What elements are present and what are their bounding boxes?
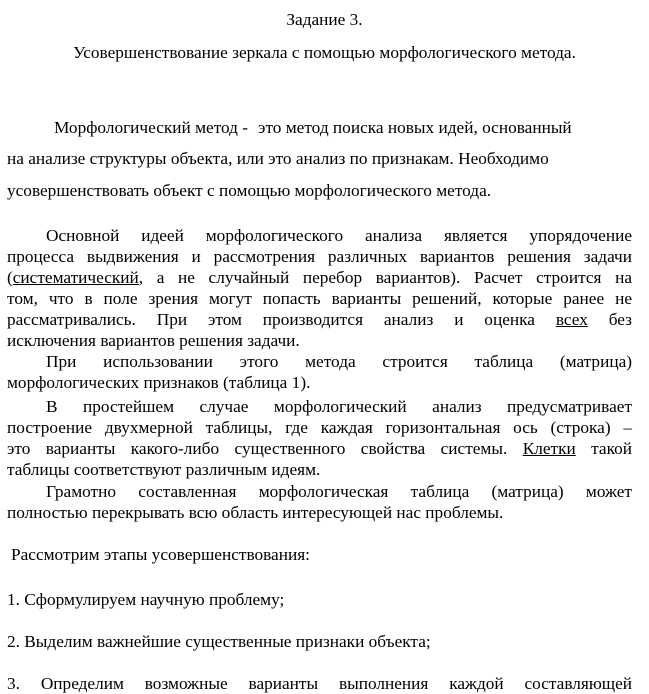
intro-line-1 <box>54 117 632 138</box>
p1-line-5-b: без <box>608 310 632 329</box>
p4-line-1: Грамотно составленная морфологическая таблица (матрица) может <box>46 482 632 501</box>
p1-line-3 <box>7 267 632 288</box>
intro-line-2: на анализе структуры объекта, или это анализ по признакам. Необходимо <box>7 149 549 168</box>
intro-definition: это метод поиска новых идей, основанный <box>258 118 572 137</box>
p2-line-1: При использовании этого метода строится таблица (матрица) <box>46 352 632 371</box>
underlined-all: всех <box>555 310 588 329</box>
p1-line-3-rest: , а не случайный перебор вариантов). Расчет строится на <box>138 268 632 287</box>
p1-line-2: процесса выдвижения и рассмотрения различных вариантов решения задачи <box>7 247 632 266</box>
underlined-systematic: систематический <box>12 268 139 287</box>
p1-line-1: Основной идеей морфологического анализа является упорядочение <box>46 226 632 245</box>
p1-line-6: исключения вариантов решения задачи. <box>7 331 300 350</box>
p1-line-5 <box>7 309 632 330</box>
p4-line-2: полностью перекрывать всю область интересующей нас проблемы. <box>7 503 504 522</box>
p3-line-1: В простейшем случае морфологический анализ предусматривает <box>46 397 632 416</box>
task-subtitle: Усовершенствование зеркала с помощью морфологического метода. <box>73 43 576 62</box>
p3-line-4: таблицы соответствуют различным идеям. <box>7 460 321 479</box>
step-1: 1. Сформулируем научную проблему; <box>7 590 285 609</box>
p3-line-3 <box>7 438 632 459</box>
p1-line-4: том, что в поле зрения могут попасть варианты решений, которые ранее не <box>7 289 632 308</box>
p3-line-2: построение двухмерной таблицы, где каждая горизонтальная ось (строка) – <box>7 418 632 437</box>
p1-line-5-a: рассматривались. При этом производится анализ и оценка <box>7 310 535 329</box>
step-2: 2. Выделим важнейшие существенные признаки объекта; <box>7 632 431 651</box>
p3-line-3-b: такой <box>591 439 633 458</box>
intro-line-3: усовершенствовать объект с помощью морфологического метода. <box>7 181 492 200</box>
underlined-cells: Клетки <box>522 439 576 458</box>
p2-line-2: морфологических признаков (таблица 1). <box>7 373 311 392</box>
intro-term: Морфологический метод - <box>54 118 249 137</box>
step-3: 3. Определим возможные варианты выполнения каждой составляющей <box>7 674 632 693</box>
paren-open: ( <box>7 268 13 287</box>
task-title: Задание 3. <box>286 10 363 29</box>
p3-line-3-a: это варианты какого-либо существенного свойства системы. <box>7 439 508 458</box>
stages-heading: Рассмотрим этапы усовершенствования: <box>11 545 310 564</box>
